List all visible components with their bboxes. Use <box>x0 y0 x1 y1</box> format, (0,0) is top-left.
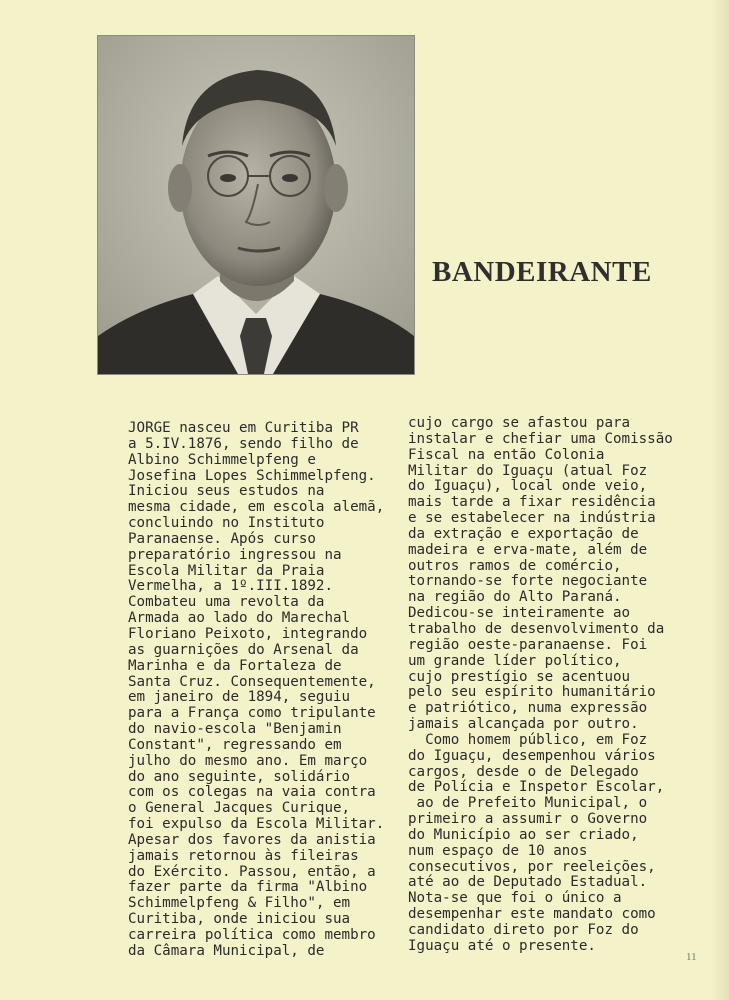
paper-edge-shadow <box>711 0 729 1000</box>
portrait-illustration <box>98 36 414 374</box>
portrait-photo <box>97 35 415 375</box>
article-column-right: cujo cargo se afastou para instalar e chefiar uma Comissão Fiscal na então Colonia Militar do Iguaçu (atual Foz do Iguaçu), local onde veio, mais tarde a fixar residência e se estabelecer na indústria da extração e exportação de madeira e erva-mate, além de outros ramos de comércio, tornando-se forte negociante na região do Alto Paraná. Dedicou-se inteiramente ao trabalho de desenvolvimento da região oeste-paranaense. Foi um grande líder político, cujo prestígio se acentuou pelo seu espírito humanitário e patriótico, numa expressão jamais alcançada por outro. Como homem público, em Foz do Iguaçu, desempenhou vários cargos, desde o de Delegado de Polícia e Inspetor Escolar, ao de Prefeito Municipal, o primeiro a assumir o Governo do Município ao ser criado, num espaço de 10 anos consecutivos, por reeleições, até ao de Deputado Estadual. Nota-se que foi o único a desempenhar este mandato como candidato direto por Foz do Iguaçu até o presente. <box>408 415 673 954</box>
page-number: 11 <box>686 951 697 963</box>
article-title: BANDEIRANTE <box>432 256 652 288</box>
article-column-left: JORGE nasceu em Curitiba PR a 5.IV.1876, sendo filho de Albino Schimmelpfeng e Josefina Lopes Schimmelpfeng. Iniciou seus estudos na mesma cidade, em escola alemã, concluindo no Instituto Paranaense. Após curso preparatório ingressou na Escola Militar da Praia Vermelha, a 1º.III.1892. Combateu uma revolta da Armada ao lado do Marechal Floriano Peixoto, integrando as guarnições do Arsenal da Marinha e da Fortaleza de Santa Cruz. Consequentemente, em janeiro de 1894, seguiu para a França como tripulante do navio-escola "Benjamin Constant", regressando em julho do mesmo ano. Em março do ano seguinte, solidário com os colegas na vaia contra o General Jacques Curique, foi expulso da Escola Militar. Apesar dos favores da anistia jamais retornou às fileiras do Exército. Passou, então, a fazer parte da firma "Albino Schimmelpfeng & Filho", em Curitiba, onde iniciou sua carreira política como membro da Câmara Municipal, de <box>128 420 385 959</box>
